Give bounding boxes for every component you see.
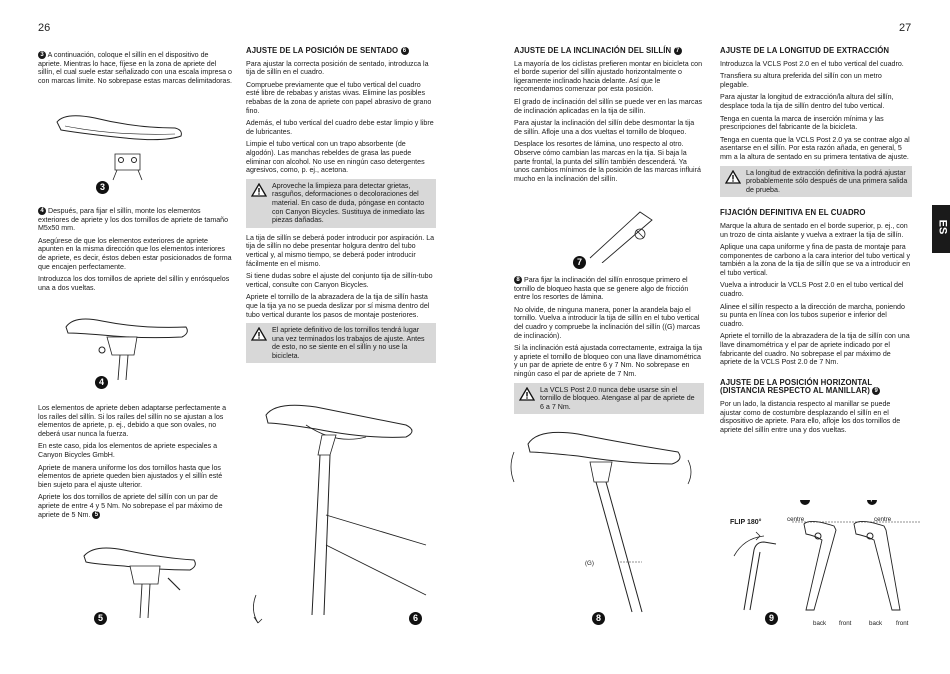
column-4 bbox=[720, 47, 912, 438]
warning-icon bbox=[725, 170, 741, 184]
col4-p10: Apriete el tornillo de la abrazadera de la tija de sillín con una llave dinamométrica y el par de apriete indicado por el fabricante del cuadro. No sobrepase el par máximo de apriete de la VCLS Post 2.0 de 7 Nm. bbox=[720, 332, 910, 367]
warning-box-4: La longitud de extracción definitiva la podrá ajustar probablemente sólo después de una primera salida de prueba. bbox=[720, 166, 912, 198]
col2-p2: Compruebe previamente que el tubo vertical del cuadro esté libre de rebabas y aristas vivas. Elimine las posibles rebabas de la zona de apriete con papel abrasivo de grano fino. bbox=[246, 80, 432, 115]
col4-p11: Por un lado, la distancia respecto al manillar se puede ajustar como de costumbre desplazando el sillín en el dispositivo de apriete. Para ello, afloje los dos tornillos de apriete del sillín entre una y dos vueltas. bbox=[720, 400, 901, 434]
col2-p5: La tija de sillín se deberá poder introducir por aspiración. La tija de sillín no debe presentar holgura dentro del tubo vertical y, al mismo tiempo, se deberá poder introducir fácilmente en el mismo. bbox=[246, 233, 435, 268]
col1-p7: Apriete de manera uniforme los dos tornillos hasta que los elementos de apriete queden bien ajustados y el sillín esté bien sujeto para el ajuste ulterior. bbox=[38, 463, 223, 489]
col4-p7: Aplique una capa uniforme y fina de pasta de montaje para componentes de carbono a la cara interior del tubo vertical y también a la zona de la tija de sillín que se va a introducir en el tubo vertical. bbox=[720, 243, 911, 277]
col1-p6: En este caso, pida los elementos de apriete especiales a Canyon Bicycles GmbH. bbox=[38, 442, 218, 459]
col4-p4: Tenga en cuenta la marca de inserción mínima y las prescripciones del fabricante de la bicicleta. bbox=[720, 114, 884, 132]
figure-7-number: 7 bbox=[573, 256, 586, 269]
col3-p3: Para ajustar la inclinación del sillín debe desmontar la tija de sillín. Afloje una a dos vueltas el tornillo de bloqueo. bbox=[514, 119, 695, 136]
column-1b bbox=[38, 207, 232, 296]
centre-label-1: centre bbox=[787, 516, 805, 523]
figure-6-number: 6 bbox=[409, 612, 422, 625]
col2-p4: Limpie el tubo vertical con un trapo absorbente (de algodón). Las manchas rebeldes de grasa las puede eliminar con alcohol. No use en ningún caso detergentes agresivos, como, p. ej., acetona. bbox=[246, 140, 425, 175]
col2-p1: Para ajustar la correcta posición de sentado, introduzca la tija de sillín en el cuadro. bbox=[246, 59, 429, 77]
figure-4 bbox=[62, 305, 192, 385]
figure-4-number: 4 bbox=[95, 376, 108, 389]
column-2 bbox=[246, 47, 436, 369]
heading-extraction-length: AJUSTE DE LA LONGITUD DE EXTRACCIÓN bbox=[720, 46, 890, 55]
heading-saddle-tilt: AJUSTE DE LA INCLINACIÓN DEL SILLÍN 7 bbox=[514, 47, 704, 56]
figure-8 bbox=[508, 422, 698, 627]
warning-icon bbox=[519, 387, 535, 401]
col1-p5: Los elementos de apriete deben adaptarse perfectamente a los raíles del sillín. Si los raíles del sillín no se ajustan a los elementos de apriete, p. ej., debido a que son ovales, no deberá usar nunca la fuerza. bbox=[38, 404, 227, 438]
warning-box-1: Aproveche la limpieza para detectar grietas, rasguños, deformaciones o decoloraciones del material. En caso de duda, póngase en contacto con Canyon Bicycles. Sustituya de inmediato las piezas dañadas. bbox=[246, 179, 436, 228]
minus-label: − bbox=[802, 495, 807, 504]
column-3 bbox=[514, 47, 704, 187]
page-number-right: 27 bbox=[899, 22, 912, 34]
back-label-1: back bbox=[813, 620, 827, 627]
warning-icon bbox=[251, 183, 267, 197]
heading-seating-position: AJUSTE DE LA POSICIÓN DE SENTADO 6 bbox=[246, 47, 436, 56]
heading-horizontal-position: AJUSTE DE LA POSICIÓN HORIZONTAL (DISTANCIA RESPECTO AL MANILLAR) 9 bbox=[720, 379, 912, 396]
col4-p3: Para ajustar la longitud de extracción/la altura del sillín, desplace toda la tija de sillín dentro del tubo vertical. bbox=[720, 93, 894, 110]
warning-box-3: La VCLS Post 2.0 nunca debe usarse sin el tornillo de bloqueo. Atengase al par de apriete de 6 a 7 Nm. bbox=[514, 383, 704, 415]
figure-5-number: 5 bbox=[94, 612, 107, 625]
col3-p2: El grado de inclinación del sillín se puede ver en las marcas de inclinación aplicadas en la tija de sillín. bbox=[514, 98, 703, 115]
col3-p1: La mayoría de los ciclistas prefieren montar en bicicleta con el borde superior del sillín ajustado horizontalmente o ligeramente inclinado hacia delante. Así que le recomendamos comenzar por esta posición. bbox=[514, 59, 703, 94]
language-tab: ES bbox=[932, 205, 950, 253]
col4-p2: Transfiera su altura preferida del sillín con un metro plegable. bbox=[720, 72, 882, 89]
figure-8-number: 8 bbox=[592, 612, 605, 625]
front-label-2: front bbox=[896, 620, 909, 627]
plus-label: + bbox=[869, 495, 874, 504]
col3-p5: 8 Para fijar la inclinación del sillín enrosque primero el tornillo de bloqueo hasta que se genere algo de fricción entre los resortes de lámina. bbox=[514, 276, 689, 302]
col3-p7: Si la inclinación está ajustada correctamente, extraiga la tija y apriete el tornillo de bloqueo con una llave dinamométrica y un par de apriete de entre 6 y 7 Nm. No sobrepase en ningún caso el par de apriete de 7 Nm. bbox=[514, 344, 703, 378]
flip-label: FLIP 180° bbox=[730, 519, 762, 526]
col4-p6: Marque la altura de sentado en el borde superior, p. ej., con un trozo de cinta aislante y vuelva a extraer la tija de sillín. bbox=[720, 221, 908, 239]
figure-7 bbox=[580, 208, 660, 268]
col2-p7: Apriete el tornillo de la abrazadera de la tija de sillín hasta que la tija ya no se pueda deslizar por sí misma dentro del tubo vertical durante los pasos de montaje posteriores. bbox=[246, 293, 430, 319]
col1-p4: Introduzca los dos tornillos de apriete del sillín y enrósquelos una a dos vueltas. bbox=[38, 275, 230, 292]
warning-icon bbox=[251, 327, 267, 341]
centre-label-2: centre bbox=[874, 516, 892, 523]
heading-final-fixing: FIJACIÓN DEFINITIVA EN EL CUADRO bbox=[720, 208, 866, 218]
col3-p6: No olvide, de ninguna manera, poner la arandela bajo el tornillo. Vuelva a introducir la tija de sillín en el tubo vertical del cuadro y compruebe la inclinación del sillín ((G) marcas de inclinación). bbox=[514, 305, 701, 340]
col1-p8: Apriete los dos tornillos de apriete del sillín con un par de apriete de entre 4 y 5 Nm. No sobrepase el par máximo de apriete de 5 Nm. 5 bbox=[38, 493, 223, 519]
col2-p6: Si tiene dudas sobre el ajuste del conjunto tija de sillín-tubo vertical, consulte con Canyon Bicycles. bbox=[246, 272, 433, 289]
figure-3-number: 3 bbox=[96, 181, 109, 194]
col1-p3: Asegúrese de que los elementos exteriores de apriete apunten en la misma dirección que los elementos interiores de apriete, es decir, éstos deben estar posicionados de forma que encajen perfectamente. bbox=[38, 236, 232, 271]
col1-p1: 3 A continuación, coloque el sillín en el dispositivo de apriete. Mientras lo hace, fíjese en la zona de apriete del sillín, el cual suele estar señalizado con una escala impresa o con marcas límite. No sobrepase estas marcas delimitadoras. bbox=[38, 51, 233, 85]
figure-3 bbox=[55, 108, 185, 198]
col1-p2: 4 Después, para fijar el sillín, monte los elementos exteriores de apriete y los dos tornillos de apriete de tamaño M5x50 mm. bbox=[38, 207, 229, 233]
warning-box-2: El apriete definitivo de los tornillos tendrá lugar una vez terminados los trabajos de ajuste. Antes de esto, no se siente en el sillín y no use la bicicleta. bbox=[246, 323, 436, 363]
col2-p3: Además, el tubo vertical del cuadro debe estar limpio y libre de lubricantes. bbox=[246, 119, 434, 136]
front-label-1: front bbox=[839, 620, 852, 627]
column-1c bbox=[38, 404, 232, 523]
col3-p4: Desplace los resortes de lámina, uno respecto al otro. Observe cómo cambian las marcas en la tija. Si baja la parte frontal, la punta del sillín también descenderá. Ya unos cambios mínimos de la posición de las marcas influirá mucho en la inclinación del sillín. bbox=[514, 140, 701, 183]
page-number-left: 26 bbox=[38, 22, 51, 34]
col4-p9: Alinee el sillín respecto a la dirección de marcha, poniendo su punta en línea con los tubos superior e inferior del cuadro. bbox=[720, 302, 905, 328]
col4-p8: Vuelva a introducir la VCLS Post 2.0 en el tubo vertical del cuadro. bbox=[720, 281, 904, 299]
back-label-2: back bbox=[869, 620, 883, 627]
col4-p1: Introduzca la VCLS Post 2.0 en el tubo vertical del cuadro. bbox=[720, 59, 904, 68]
column-1 bbox=[38, 51, 232, 89]
figure-5 bbox=[80, 538, 200, 623]
col4-p5: Tenga en cuenta que la VCLS Post 2.0 ya se contrae algo al asentarse en el sillín. Por esta razón añada, en general, 5 mm a la altura de sentado en su primera tentativa de ajuste. bbox=[720, 135, 910, 161]
figure-9-number: 9 bbox=[765, 612, 778, 625]
column-3b bbox=[514, 276, 704, 420]
figure-8-label: (G) bbox=[585, 560, 594, 567]
figure-6 bbox=[246, 395, 436, 635]
